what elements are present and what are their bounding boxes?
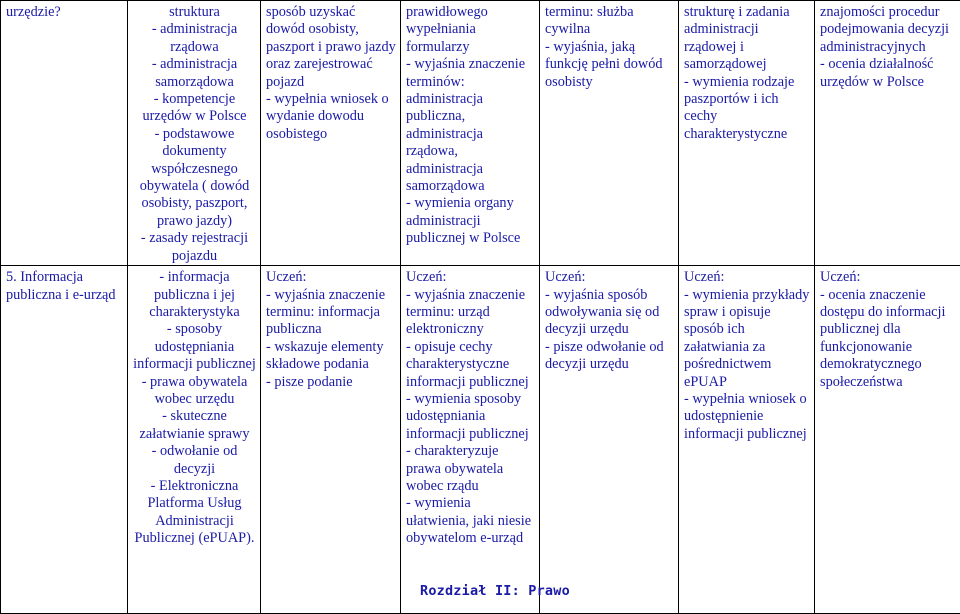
topic-cell: 5. Informacja publiczna i e-urząd <box>1 266 128 614</box>
chapter-footer: Rozdział II: Prawo <box>420 583 570 599</box>
requirement-cell-4: Uczeń: - wymienia przykłady spraw i opisuje sposób ich załatwiania za pośrednictwem ePUAP - wypełnia wniosek o udostępnienie informacji publicznej <box>679 266 815 614</box>
table-row <box>1 266 960 614</box>
content-cell: struktura - administracja rządowa - administracja samorządowa - kompetencje urzędów w Polsce - podstawowe dokumenty współczesnego obywatela ( dowód osobisty, paszport, prawo jazdy) - zasady rejestracji pojazdu <box>128 1 261 266</box>
content-cell: - informacja publiczna i jej charakterystyka - sposoby udostępniania informacji publicznej - prawa obywatela wobec urzędu - skuteczne załatwianie sprawy - odwołanie od decyzji - Elektroniczna Platforma Usług Administracji Publicznej (ePUAP). <box>128 266 261 614</box>
requirement-cell-2: prawidłowego wypełniania formularzy - wyjaśnia znaczenie terminów: administracja publiczna, administracja rządowa, administracja samorządowa - wymienia organy administracji publicznej w Polsce <box>401 1 540 266</box>
requirement-cell-3: terminu: służba cywilna - wyjaśnia, jaką funkcję pełni dowód osobisty <box>540 1 679 266</box>
table-row <box>1 1 960 266</box>
requirement-cell-1: sposób uzyskać dowód osobisty, paszport i prawo jazdy oraz zarejestrować pojazd - wypełnia wniosek o wydanie dowodu osobistego <box>261 1 401 266</box>
requirement-cell-1: Uczeń: - wyjaśnia znaczenie terminu: informacja publiczna - wskazuje elementy składowe podania - pisze podanie <box>261 266 401 614</box>
requirement-cell-4: strukturę i zadania administracji rządowej i samorządowej - wymienia rodzaje paszportów i ich cechy charakterystyczne <box>679 1 815 266</box>
requirement-cell-5: Uczeń: - ocenia znaczenie dostępu do informacji publicznej dla funkcjonowanie demokratycznego społeczeństwa <box>815 266 960 614</box>
requirement-cell-3: Uczeń: - wyjaśnia sposób odwoływania się od decyzji urzędu - pisze odwołanie od decyzji urzędu <box>540 266 679 614</box>
requirement-cell-2: Uczeń: - wyjaśnia znaczenie terminu: urząd elektroniczny - opisuje cechy charakterystyczne informacji publicznej - wymienia sposoby udostępniania informacji publicznej - charakteryzuje prawa obywatela wobec rządu - wymienia ułatwienia, jaki niesie obywatelom e-urząd <box>401 266 540 614</box>
requirement-cell-5: znajomości procedur podejmowania decyzji administracyjnych - ocenia działalność urzędów w Polsce <box>815 1 960 266</box>
topic-cell: urzędzie? <box>1 1 128 266</box>
